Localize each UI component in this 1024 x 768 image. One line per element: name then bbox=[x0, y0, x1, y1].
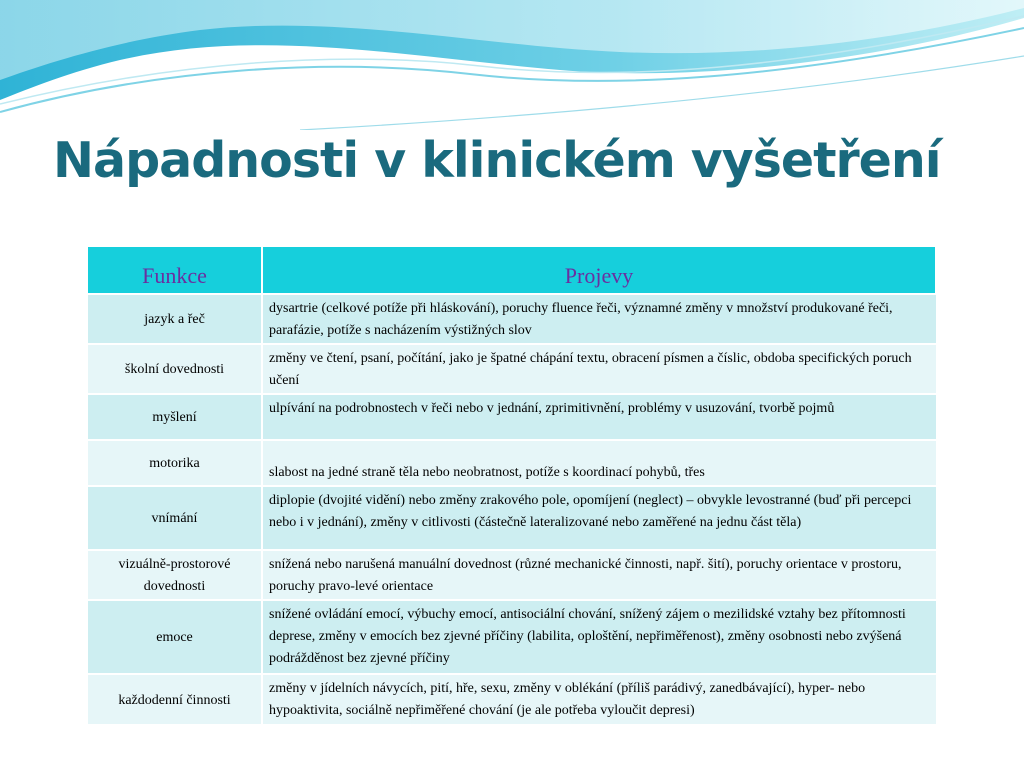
table-row bbox=[88, 550, 936, 600]
manifestation-cell: slabost na jedné straně těla nebo neobratnost, potíže s koordinací pohybů, třes bbox=[262, 440, 936, 486]
header-funkce: Funkce bbox=[88, 247, 262, 294]
function-cell: motorika bbox=[88, 440, 262, 486]
table-row bbox=[88, 600, 936, 674]
manifestation-cell: snížené ovládání emocí, výbuchy emocí, antisociální chování, snížený zájem o mezilidské vztahy bez přítomnosti deprese, změny v emocích bez zjevné příčiny (labilita, oploštění, nepřiměřenost), změny osobnosti nebo zvýšená podrážděnost bez zjevné příčiny bbox=[262, 600, 936, 674]
table-header-row bbox=[88, 247, 936, 294]
table-row bbox=[88, 294, 936, 344]
function-cell: vnímání bbox=[88, 486, 262, 550]
table-row bbox=[88, 344, 936, 394]
manifestation-cell: dysartrie (celkové potíže při hláskování), poruchy fluence řeči, významné změny v množství produkované řeči, parafázie, potíže s nacházením výstižných slov bbox=[262, 294, 936, 344]
manifestation-cell: ulpívání na podrobnostech v řeči nebo v jednání, zprimitivnění, problémy v usuzování, tvorbě pojmů bbox=[262, 394, 936, 440]
table-row bbox=[88, 486, 936, 550]
manifestation-cell: změny ve čtení, psaní, počítání, jako je špatné chápání textu, obracení písmen a číslic, obdoba specifických poruch učení bbox=[262, 344, 936, 394]
header-projevy: Projevy bbox=[262, 247, 936, 294]
function-cell: vizuálně-prostorové dovednosti bbox=[88, 550, 262, 600]
table-row bbox=[88, 394, 936, 440]
function-cell: každodenní činnosti bbox=[88, 674, 262, 724]
function-cell: školní dovednosti bbox=[88, 344, 262, 394]
function-cell: jazyk a řeč bbox=[88, 294, 262, 344]
function-cell: emoce bbox=[88, 600, 262, 674]
manifestation-cell: diplopie (dvojité vidění) nebo změny zrakového pole, opomíjení (neglect) – obvykle levostranné (buď při percepci nebo i v jednání), změny v citlivosti (částečně lateralizované nebo zaměřené na jednu část těla) bbox=[262, 486, 936, 550]
function-cell: myšlení bbox=[88, 394, 262, 440]
manifestation-cell: změny v jídelních návycích, pití, hře, sexu, změny v oblékání (příliš parádivý, zanedbávající), hyper- nebo hypoaktivita, sociálně nepřiměřené chování (je ale potřeba vyloučit depresi) bbox=[262, 674, 936, 724]
slide-title: Nápadnosti v klinickém vyšetření bbox=[53, 132, 941, 189]
table-row bbox=[88, 674, 936, 724]
functions-table bbox=[88, 247, 937, 724]
manifestation-cell: snížená nebo narušená manuální dovednost (různé mechanické činnosti, např. šití), poruchy orientace v prostoru, poruchy pravo-levé orientace bbox=[262, 550, 936, 600]
decorative-wave-banner bbox=[0, 0, 1024, 130]
table-row bbox=[88, 440, 936, 486]
